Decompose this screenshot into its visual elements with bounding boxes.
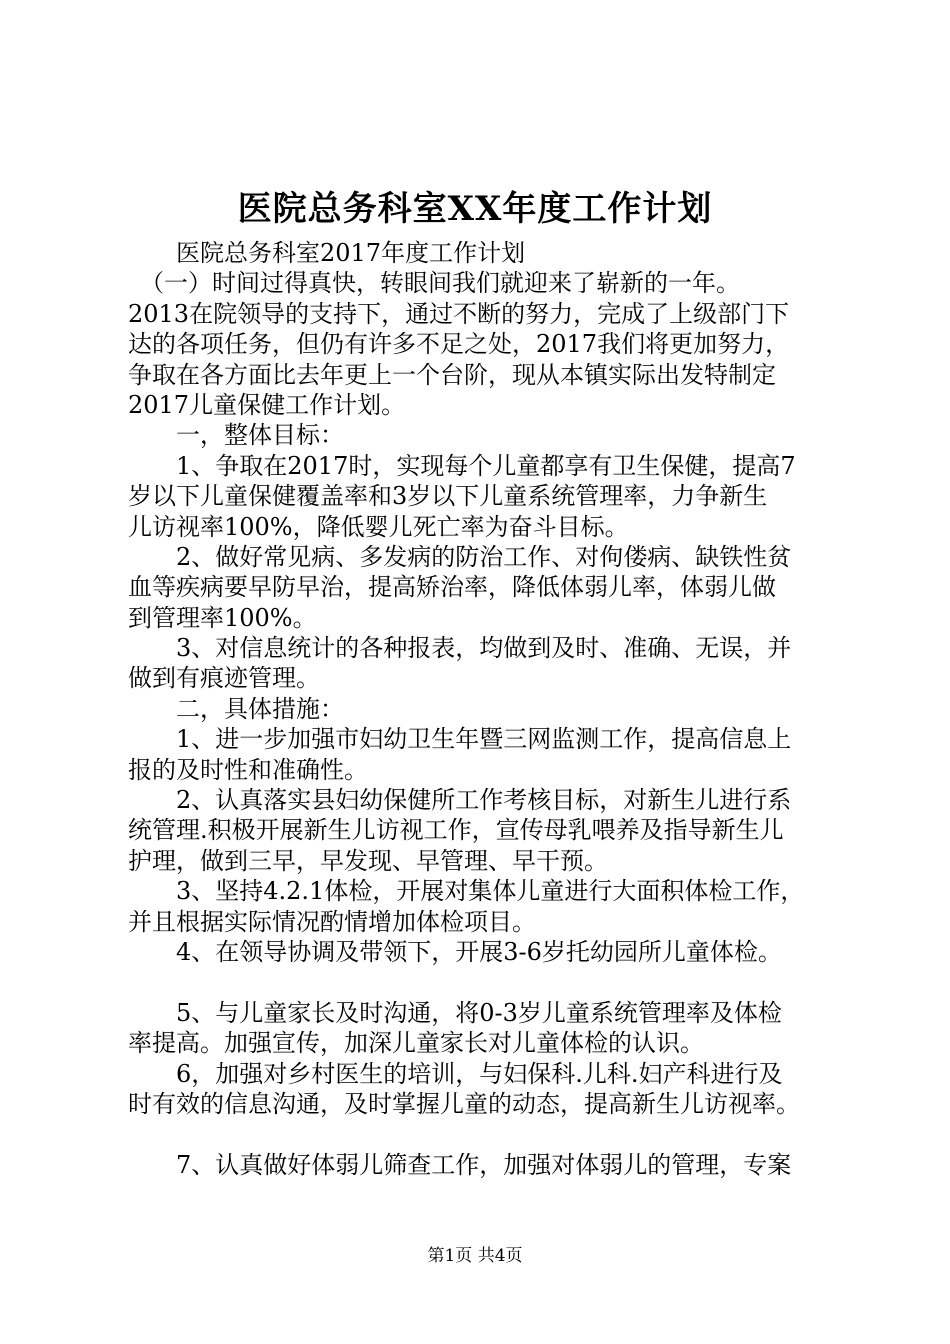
blank-line	[128, 1119, 840, 1149]
body-line: （一）时间过得真快，转眼间我们就迎来了崭新的一年。	[128, 269, 740, 298]
body-line: 1、进一步加强市妇幼卫生年暨三网监测工作，提高信息上	[128, 725, 792, 754]
body-line: 二，具体措施：	[128, 694, 344, 723]
body-line: 血等疾病要早防早治，提高矫治率，降低体弱儿率，体弱儿做	[128, 573, 776, 602]
document-title: 医院总务科室XX年度工作计划	[237, 189, 713, 229]
body-line: 5、与儿童家长及时沟通，将0-3岁儿童系统管理率及体检	[128, 998, 782, 1027]
body-line: 做到有痕迹管理。	[128, 664, 320, 693]
body-line: 4、在领导协调及带领下，开展3-6岁托幼园所儿童体检。	[128, 937, 782, 966]
body-line: 6，加强对乡村医生的培训，与妇保科.儿科.妇产科进行及	[128, 1059, 783, 1088]
document-body	[128, 238, 840, 1180]
body-line: 时有效的信息沟通，及时掌握儿童的动态，提高新生儿访视率。	[128, 1089, 800, 1118]
body-line: 1、争取在2017时，实现每个儿童都享有卫生保健，提高7	[128, 451, 796, 480]
body-line: 儿访视率100%，降低婴儿死亡率为奋斗目标。	[128, 512, 629, 541]
body-line: 护理，做到三早，早发现、早管理、早干预。	[128, 846, 608, 875]
body-line: 率提高。加强宣传，加深儿童家长对儿童体检的认识。	[128, 1029, 704, 1058]
body-line: 3、坚持4.2.1体检，开展对集体儿童进行大面积体检工作，	[128, 877, 805, 906]
body-line: 岁以下儿童保健覆盖率和3岁以下儿童系统管理率，力争新生	[128, 482, 768, 511]
body-line: 2017儿童保健工作计划。	[128, 390, 406, 419]
body-line: 统管理.积极开展新生儿访视工作，宣传母乳喂养及指导新生儿	[128, 816, 784, 845]
body-line: 一，整体目标：	[128, 421, 344, 450]
page-footer: 第1页 共4页	[427, 1246, 523, 1266]
body-line: 争取在各方面比去年更上一个台阶，现从本镇实际出发特制定	[128, 360, 776, 389]
blank-line	[128, 967, 840, 997]
body-line: 3、对信息统计的各种报表，均做到及时、准确、无误，并	[128, 634, 792, 663]
body-line: 达的各项任务，但仍有许多不足之处，2017我们将更加努力，	[128, 330, 790, 359]
body-line: 2013在院领导的支持下，通过不断的努力，完成了上级部门下	[128, 299, 790, 328]
body-line: 并且根据实际情况酌情增加体检项目。	[128, 907, 536, 936]
body-line: 医院总务科室2017年度工作计划	[128, 239, 526, 267]
body-line: 2、认真落实县妇幼保健所工作考核目标，对新生儿进行系	[128, 786, 792, 815]
body-line: 2、做好常见病、多发病的防治工作、对佝偻病、缺铁性贫	[128, 542, 792, 571]
body-line: 报的及时性和准确性。	[128, 755, 368, 784]
body-line: 到管理率100%。	[128, 603, 317, 632]
body-line: 7、认真做好体弱儿筛查工作，加强对体弱儿的管理，专案	[128, 1150, 792, 1179]
